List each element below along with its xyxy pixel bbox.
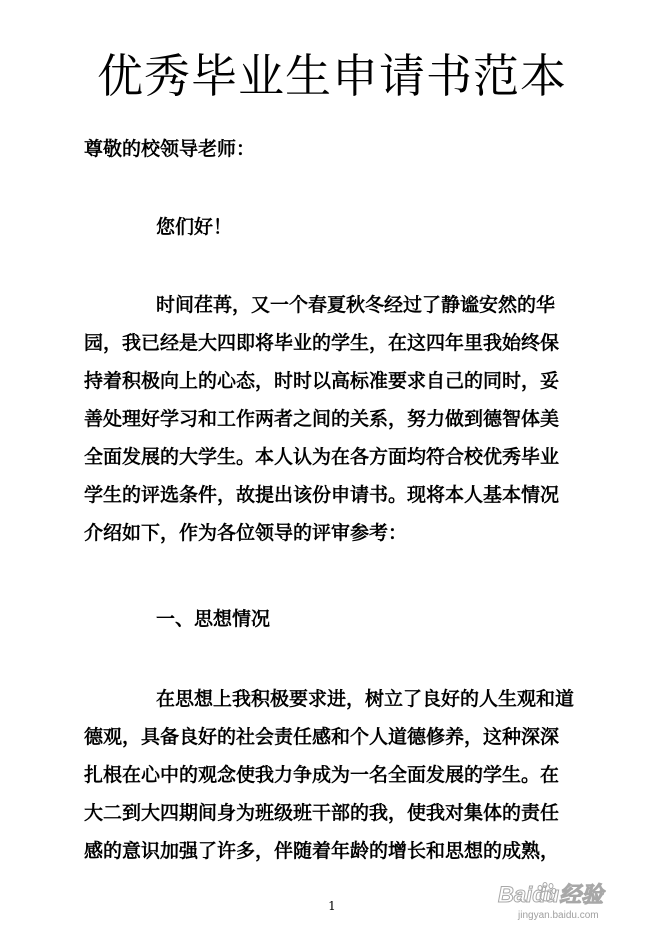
paragraph-line: 园，我已经是大四即将毕业的学生，在这四年里我始终保 [84, 332, 560, 354]
greeting: 您们好！ [156, 216, 233, 238]
paragraph-line: 德观，具备良好的社会责任感和个人道德修养，这种深深 [84, 726, 560, 748]
paragraph-line: 持着积极向上的心态，时时以高标准要求自己的同时，妥 [84, 370, 560, 392]
paragraph-line: 在思想上我积极要求进，树立了良好的人生观和道 [156, 688, 575, 710]
paragraph-line: 扎根在心中的观念使我力争成为一名全面发展的学生。在 [84, 764, 560, 786]
watermark-url: jingyan.baidu.com [518, 910, 599, 921]
paragraph-line: 介绍如下，作为各位领导的评审参考： [84, 522, 408, 544]
paragraph-line: 大二到大四期间身为班级班干部的我，使我对集体的责任 [84, 802, 560, 824]
baidu-jingyan-watermark [496, 878, 646, 926]
document-title: 优秀毕业生申请书范本 [97, 49, 567, 103]
watermark-logo-text: Baidu经验 [498, 882, 604, 907]
paragraph-line: 感的意识加强了许多，伴随着年龄的增长和思想的成熟， [84, 840, 560, 862]
paragraph-line: 全面发展的大学生。本人认为在各方面均符合校优秀毕业 [84, 446, 560, 468]
paragraph-line: 时间荏苒，又一个春夏秋冬经过了静谧安然的华 [156, 294, 556, 316]
paragraph-intro [84, 286, 604, 552]
salutation: 尊敬的校领导老师： [84, 138, 256, 160]
paragraph-thought [84, 680, 604, 870]
paragraph-line: 学生的评选条件，故提出该份申请书。现将本人基本情况 [84, 484, 560, 506]
baidu-paw-logo-icon [496, 878, 646, 912]
page-number: 1 [328, 899, 336, 913]
paragraph-line: 善处理好学习和工作两者之间的关系，努力做到德智体美 [84, 408, 560, 430]
section-heading: 一、思想情况 [156, 608, 271, 630]
